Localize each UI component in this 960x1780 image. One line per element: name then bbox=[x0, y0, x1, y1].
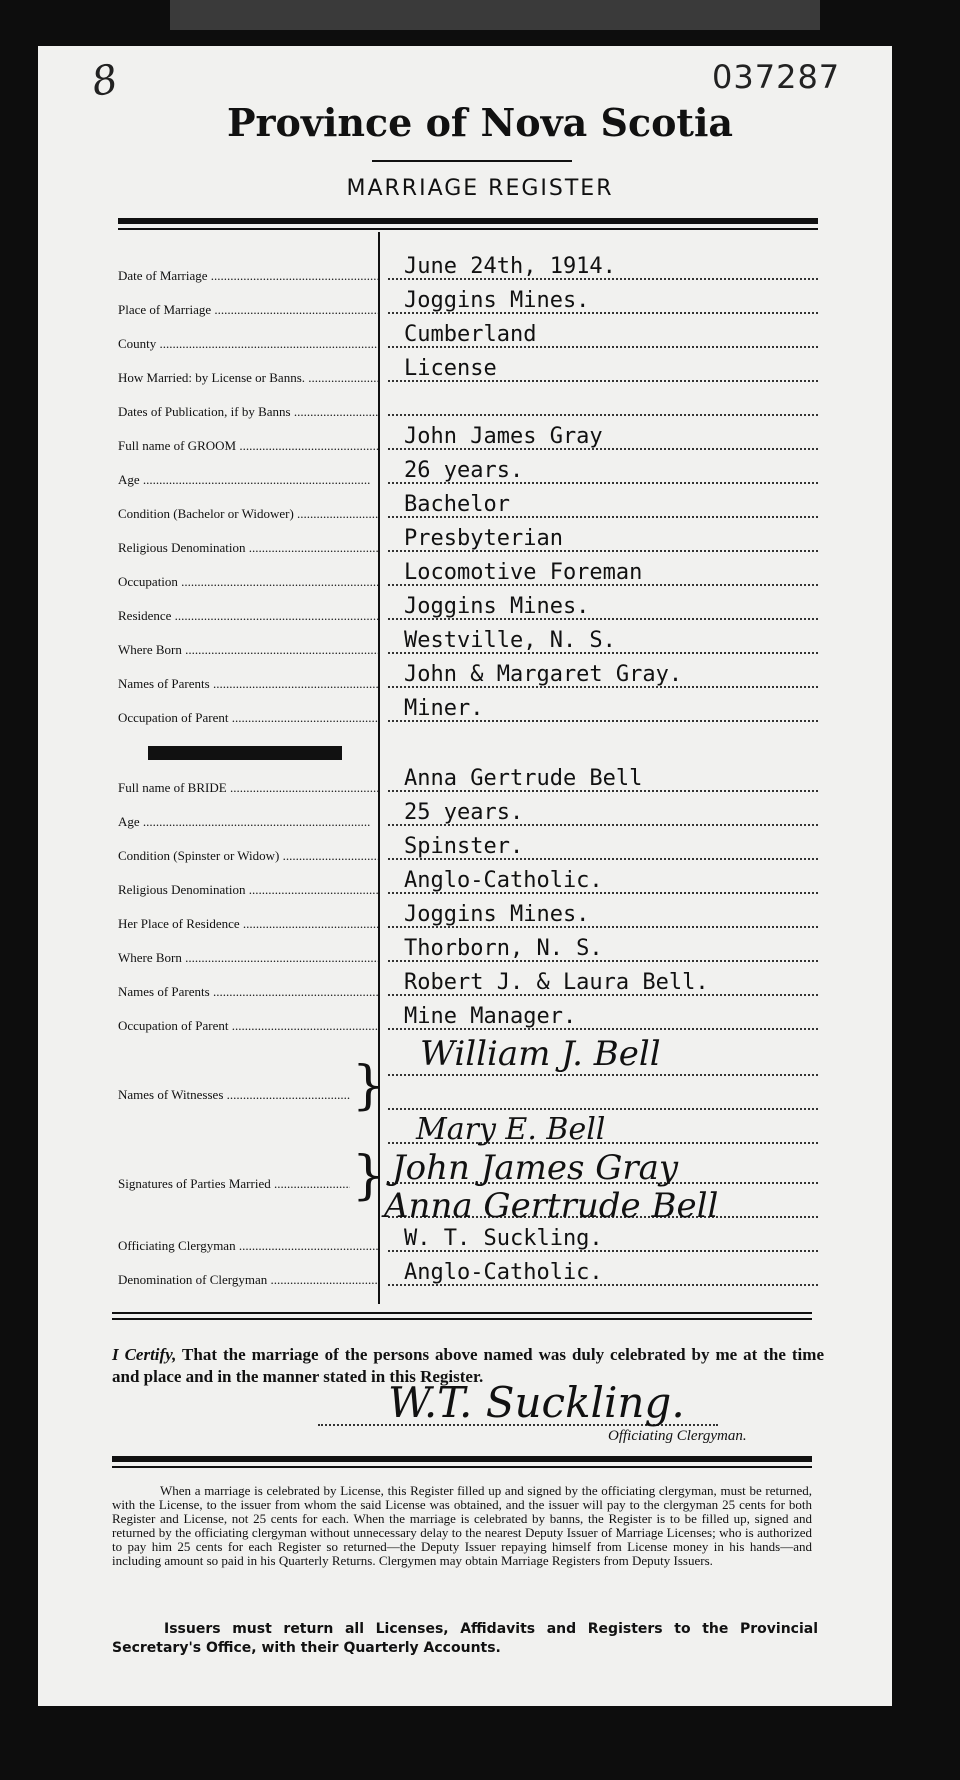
field-value-19: Thorborn, N. S. bbox=[404, 936, 603, 961]
field-label-7: Condition (Bachelor or Widower) ..... bbox=[118, 506, 380, 522]
corner-mark: 8 bbox=[88, 56, 122, 106]
witness-line-2 bbox=[388, 1108, 818, 1110]
certify-rule-1 bbox=[112, 1312, 812, 1314]
notice-rule-thin bbox=[112, 1466, 812, 1468]
field-label-13: Occupation of Parent ..... bbox=[118, 710, 380, 726]
officiating-clergyman-value: W. T. Suckling. bbox=[404, 1226, 603, 1251]
parties-label: Signatures of Parties Married ..... bbox=[118, 1176, 350, 1192]
field-value-11: Westville, N. S. bbox=[404, 628, 616, 653]
field-value-6: 26 years. bbox=[404, 458, 524, 483]
field-label-20: Names of Parents ..... bbox=[118, 984, 380, 1000]
field-label-21: Occupation of Parent ..... bbox=[118, 1018, 380, 1034]
field-value-15: 25 years. bbox=[404, 800, 524, 825]
field-value-14: Anna Gertrude Bell bbox=[404, 766, 643, 791]
field-value-16: Spinster. bbox=[404, 834, 524, 859]
field-value-18: Joggins Mines. bbox=[404, 902, 590, 927]
field-value-13: Miner. bbox=[404, 696, 484, 721]
witnesses-label: Names of Witnesses ..... bbox=[118, 1087, 350, 1103]
field-value-12: John & Margaret Gray. bbox=[404, 662, 683, 687]
groom-bride-separator bbox=[148, 746, 342, 760]
witness-signature-2: Mary E. Bell bbox=[416, 1112, 606, 1147]
certify-rule-2 bbox=[112, 1318, 812, 1320]
field-label-16: Condition (Spinster or Widow) ..... bbox=[118, 848, 380, 864]
field-value-17: Anglo-Catholic. bbox=[404, 868, 603, 893]
officiating-clergyman-label: Officiating Clergyman ..... bbox=[118, 1238, 380, 1254]
field-label-9: Occupation ..... bbox=[118, 574, 380, 590]
groom-signature: John James Gray bbox=[392, 1148, 679, 1188]
field-label-6: Age ..... bbox=[118, 472, 380, 488]
field-line-4 bbox=[388, 414, 818, 416]
field-label-3: How Married: by License or Banns. ..... bbox=[118, 370, 380, 386]
field-value-10: Joggins Mines. bbox=[404, 594, 590, 619]
page-subtitle: MARRIAGE REGISTER bbox=[346, 176, 614, 201]
officiating-clergyman-caption: Officiating Clergyman. bbox=[608, 1428, 747, 1444]
field-value-2: Cumberland bbox=[404, 322, 537, 347]
certify-lead: I Certify, bbox=[112, 1345, 177, 1364]
field-label-17: Religious Denomination ..... bbox=[118, 882, 380, 898]
field-label-2: County ..... bbox=[118, 336, 380, 352]
field-label-11: Where Born ..... bbox=[118, 642, 380, 658]
clergyman-denomination-value: Anglo-Catholic. bbox=[404, 1260, 603, 1285]
field-label-1: Place of Marriage ..... bbox=[118, 302, 380, 318]
field-value-1: Joggins Mines. bbox=[404, 288, 590, 313]
notice-rule-thick bbox=[112, 1456, 812, 1462]
field-value-0: June 24th, 1914. bbox=[404, 254, 616, 279]
issuers-notice: Issuers must return all Licenses, Affidavits and Registers to the Provincial Secretary's Office, with their Quarterly Accounts. bbox=[112, 1621, 818, 1656]
header-rule-thin bbox=[118, 228, 818, 230]
field-label-14: Full name of BRIDE ..... bbox=[118, 780, 380, 796]
header-rule-thick bbox=[118, 218, 818, 224]
clergyman-denomination-label: Denomination of Clergyman ..... bbox=[118, 1272, 380, 1288]
scan-top-strip bbox=[170, 0, 820, 30]
field-label-8: Religious Denomination ..... bbox=[118, 540, 380, 556]
field-label-4: Dates of Publication, if by Banns ..... bbox=[118, 404, 380, 420]
field-label-18: Her Place of Residence ..... bbox=[118, 916, 380, 932]
title-underline bbox=[372, 160, 572, 162]
page-title: Province of Nova Scotia bbox=[226, 100, 734, 145]
field-label-5: Full name of GROOM ..... bbox=[118, 438, 380, 454]
clergyman-signature: W.T. Suckling. bbox=[388, 1378, 685, 1427]
witnesses-brace: } bbox=[352, 1056, 386, 1116]
filing-instructions: When a marriage is celebrated by License, this Register filled up and signed by the officiating clergyman, must be returned, with the License, to the issuer from whom the said License was obtained, and the issuer will pay to the clergyman 25 cents for both Register and License, not 25 cents for each. When the marriage is celebrated by banns, the Register is to be filled up, signed and returned by the officiating clergyman without unnecessary delay to the nearest Deputy Issuer of Marriage Licenses; who is authorized to pay him 25 cents for each Register so returned—the Deputy Issuer repaying himself from License money in his hands—and including amount so paid in his Quarterly Returns. Clergymen may obtain Marriage Registers from Deputy Issuers. bbox=[112, 1483, 812, 1568]
field-label-12: Names of Parents ..... bbox=[118, 676, 380, 692]
field-label-15: Age ..... bbox=[118, 814, 380, 830]
witness-signature-1: William J. Bell bbox=[420, 1034, 661, 1074]
certify-text: That the marriage of the persons above named was duly celebrated by me at the time and place and in the manner stated in this Register. bbox=[112, 1345, 824, 1386]
field-value-8: Presbyterian bbox=[404, 526, 563, 551]
field-value-3: License bbox=[404, 356, 497, 381]
field-label-0: Date of Marriage ..... bbox=[118, 268, 380, 284]
field-label-19: Where Born ..... bbox=[118, 950, 380, 966]
column-divider bbox=[378, 232, 380, 1304]
registration-number: 037287 bbox=[712, 58, 841, 96]
field-value-20: Robert J. & Laura Bell. bbox=[404, 970, 709, 995]
field-label-10: Residence ..... bbox=[118, 608, 380, 624]
parties-brace: } bbox=[352, 1146, 386, 1206]
field-value-5: John James Gray bbox=[404, 424, 603, 449]
field-value-7: Bachelor bbox=[404, 492, 510, 517]
witness-line-1 bbox=[388, 1074, 818, 1076]
bride-signature: Anna Gertrude Bell bbox=[384, 1186, 719, 1226]
field-value-21: Mine Manager. bbox=[404, 1004, 577, 1029]
field-value-9: Locomotive Foreman bbox=[404, 560, 643, 585]
